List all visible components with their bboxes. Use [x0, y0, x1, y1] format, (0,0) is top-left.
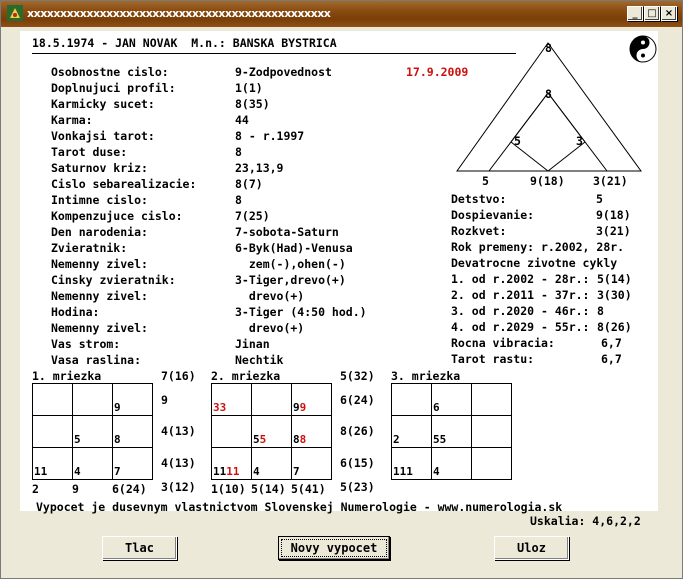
calculation-date: 17.9.2009: [406, 65, 469, 79]
info-label: Nemenny zivel:: [51, 257, 148, 271]
info-value: 7(25): [235, 209, 270, 223]
grid-cell: [73, 416, 113, 448]
report-panel: [20, 31, 658, 514]
info-label: Nemenny zivel:: [51, 289, 148, 303]
cycle-label: Rok premeny: r.2002, 28r.: [451, 240, 625, 254]
grid-cell: [292, 448, 332, 480]
info-value: 23,13,9: [235, 161, 284, 175]
grid-row-sum: 4(13): [161, 424, 196, 438]
grid-cell-value: 6: [433, 401, 440, 414]
grid-col-sum: 6(24): [112, 482, 147, 496]
grid-cell: [212, 384, 252, 416]
info-value: Jinan: [235, 337, 270, 351]
info-value: drevo(+): [235, 289, 305, 303]
grid-cell-value: 7: [114, 465, 121, 478]
grid-cell: [432, 416, 472, 448]
grid-cell: [113, 384, 153, 416]
grid-col-sum: 1(10): [211, 482, 246, 496]
cycle-label: 1. od r.2002 - 28r.:: [451, 272, 590, 286]
grid-cell: [252, 448, 292, 480]
cycle-value: 6,7: [601, 336, 622, 350]
header-divider: [32, 53, 516, 54]
app-logo-icon: [7, 5, 23, 21]
info-label: Cislo sebarealizacie:: [51, 177, 197, 191]
grid-cell: [33, 448, 73, 480]
maximize-button[interactable]: [644, 6, 660, 21]
info-value: 8: [235, 145, 242, 159]
grid-col-sum: 9: [72, 482, 79, 496]
numerology-grid: [211, 383, 332, 480]
grid-cell-value: 9: [114, 401, 121, 414]
cycle-label: Rocna vibracia:: [451, 336, 555, 350]
grid-digit-red: 9: [299, 401, 307, 414]
info-label: Osobnostne cislo:: [51, 65, 169, 79]
print-button[interactable]: Tlac: [102, 536, 177, 560]
info-label: Karma:: [51, 113, 93, 127]
info-value: 7-sobota-Saturn: [235, 225, 339, 239]
triangle-base-right: 3(21): [593, 174, 628, 188]
grid-col-sum: 5(41): [291, 482, 326, 496]
grid-cell-value: 33: [213, 401, 227, 414]
grid-digit-red: 5: [259, 433, 267, 446]
info-value: 8 - r.1997: [235, 129, 305, 143]
grid-row-sum: 8(26): [340, 424, 375, 438]
grid-cell: [292, 384, 332, 416]
cycle-label: Rozkvet:: [451, 224, 507, 238]
triangle-base-left: 5: [482, 174, 489, 188]
grid-row-sum: 6(15): [340, 456, 375, 470]
info-value: drevo(+): [235, 321, 305, 335]
cycle-value: 3(21): [596, 224, 631, 238]
grid-cell-value: 4: [74, 465, 81, 478]
grid-col-sum: 5(14): [251, 482, 286, 496]
info-value: 3-Tiger (4:50 hod.): [235, 305, 367, 319]
grid-cell: [472, 448, 512, 480]
grid-cell: [292, 416, 332, 448]
grid-cell-value: [213, 465, 240, 478]
grid-digit-red: 11: [226, 465, 240, 478]
grid-cell: [392, 384, 432, 416]
info-value: 6-Byk(Had)-Venusa: [235, 241, 353, 255]
grid-digit-black: 9: [293, 401, 300, 414]
info-value: 8(35): [235, 97, 270, 111]
maximize-icon: □: [647, 8, 657, 19]
cycle-value: 9(18): [596, 208, 631, 222]
numerology-grid: [391, 383, 512, 480]
grid-cell: [73, 384, 113, 416]
grid-title: 2. mriezka: [211, 369, 281, 383]
info-value: zem(-),ohen(-): [235, 257, 346, 271]
triangle-base-mid: 9(18): [530, 174, 565, 188]
cycle-label: Detstvo:: [451, 192, 507, 206]
cycle-value: 3(30): [597, 288, 632, 302]
grid-row-sum: 5(23): [340, 480, 375, 494]
grid-cell-value: [253, 433, 266, 446]
grid-cell-value: [293, 401, 306, 414]
close-button[interactable]: [661, 6, 677, 21]
info-label: Tarot duse:: [51, 145, 128, 159]
info-value: 1(1): [235, 81, 263, 95]
info-value: Nechtik: [235, 353, 284, 367]
grid-cell: [392, 416, 432, 448]
info-label: Doplnujuci profil:: [51, 81, 176, 95]
grid-cell-value: [293, 433, 306, 446]
cycle-value: 5(14): [597, 272, 632, 286]
minimize-icon: _: [632, 8, 638, 19]
grid-cell: [432, 384, 472, 416]
info-label: Hodina:: [51, 305, 100, 319]
info-label: Vasa raslina:: [51, 353, 142, 367]
cycle-label: Dospievanie:: [451, 208, 535, 222]
grid-cell-value: 11: [34, 465, 48, 478]
footer-copyright: Vypocet je dusevnym vlastnictvom Slovenskej Numerologie - www.numerologia.sk: [36, 500, 563, 514]
info-label: Intimne cislo:: [51, 193, 148, 207]
info-label: Cinsky zvieratnik:: [51, 273, 176, 287]
info-label: Kompenzujuce cislo:: [51, 209, 183, 223]
cycle-label: 4. od r.2029 - 55r.:: [451, 320, 590, 334]
cycle-label: 2. od r.2011 - 37r.:: [451, 288, 590, 302]
info-label: Zvieratnik:: [51, 241, 128, 255]
cycle-value: 8: [597, 304, 604, 318]
triangle-inner-top: 8: [545, 87, 552, 101]
grid-row-sum: 3(12): [161, 480, 196, 494]
info-label: Nemenny zivel:: [51, 321, 148, 335]
info-label: Den narodenia:: [51, 225, 148, 239]
triangle-inner-left: 5: [514, 134, 521, 148]
uskalia-value: Uskalia: 4,6,2,2: [530, 514, 641, 528]
info-label: Saturnov kriz:: [51, 161, 148, 175]
info-label: Vonkajsi tarot:: [51, 129, 155, 143]
grid-cell: [113, 416, 153, 448]
grid-cell-value: 5: [74, 433, 81, 446]
grid-col-sum: 2: [32, 482, 39, 496]
grid-cell-value: 7: [293, 465, 300, 478]
cycle-label: Devatrocne zivotne cykly: [451, 256, 618, 270]
grid-cell-value: 2: [393, 433, 400, 446]
grid-digit-red: 8: [299, 433, 307, 446]
info-value: 9-Zodpovednost: [235, 65, 332, 79]
grid-cell-value: 8: [114, 433, 121, 446]
grid-cell: [472, 384, 512, 416]
info-value: 44: [235, 113, 249, 127]
info-label: Vas strom:: [51, 337, 121, 351]
cycle-label: 3. od r.2020 - 46r.:: [451, 304, 590, 318]
triangle-top: 8: [545, 41, 552, 55]
grid-cell: [392, 448, 432, 480]
grid-cell: [472, 416, 512, 448]
info-label: Karmicky sucet:: [51, 97, 155, 111]
cycle-value: 6,7: [601, 352, 622, 366]
grid-cell-value: 55: [433, 433, 447, 446]
grid-cell: [113, 448, 153, 480]
grid-row-sum: 7(16): [161, 369, 196, 383]
triangle-inner-right: 3: [576, 134, 583, 148]
grid-cell: [212, 448, 252, 480]
cycle-label: Tarot rastu:: [451, 352, 535, 366]
grid-title: 3. mriezka: [391, 369, 461, 383]
info-value: 3-Tiger,drevo(+): [235, 273, 346, 287]
header-line: 18.5.1974 - JAN NOVAK M.n.: BANSKA BYSTRICA: [32, 36, 337, 50]
save-button[interactable]: Uloz: [494, 536, 569, 560]
grid-cell: [252, 416, 292, 448]
grid-title: 1. mriezka: [32, 369, 102, 383]
grid-cell: [212, 416, 252, 448]
new-calculation-button[interactable]: Novy vypocet: [278, 536, 390, 560]
grid-row-sum: 9: [161, 393, 168, 407]
grid-cell: [432, 448, 472, 480]
window-title: xxxxxxxxxxxxxxxxxxxxxxxxxxxxxxxxxxxxxxxxxxxxxx: [27, 7, 331, 20]
grid-cell: [33, 384, 73, 416]
info-value: 8: [235, 193, 242, 207]
grid-cell: [33, 416, 73, 448]
grid-cell-value: 111: [393, 465, 413, 478]
numerology-grid: [32, 383, 153, 480]
minimize-button[interactable]: [627, 6, 643, 21]
grid-cell: [252, 384, 292, 416]
title-bar[interactable]: [1, 1, 682, 27]
cycle-value: 8(26): [597, 320, 632, 334]
close-icon: ×: [664, 8, 674, 19]
cycle-value: 5: [596, 192, 603, 206]
grid-row-sum: 5(32): [340, 369, 375, 383]
grid-digit-black: 5: [253, 433, 260, 446]
grid-digit-black: 8: [293, 433, 300, 446]
grid-cell-value: 4: [253, 465, 260, 478]
grid-cell-value: 4: [433, 465, 440, 478]
grid-cell: [73, 448, 113, 480]
grid-digit-black: 11: [213, 465, 227, 478]
grid-row-sum: 6(24): [340, 393, 375, 407]
info-value: 8(7): [235, 177, 263, 191]
grid-row-sum: 4(13): [161, 456, 196, 470]
